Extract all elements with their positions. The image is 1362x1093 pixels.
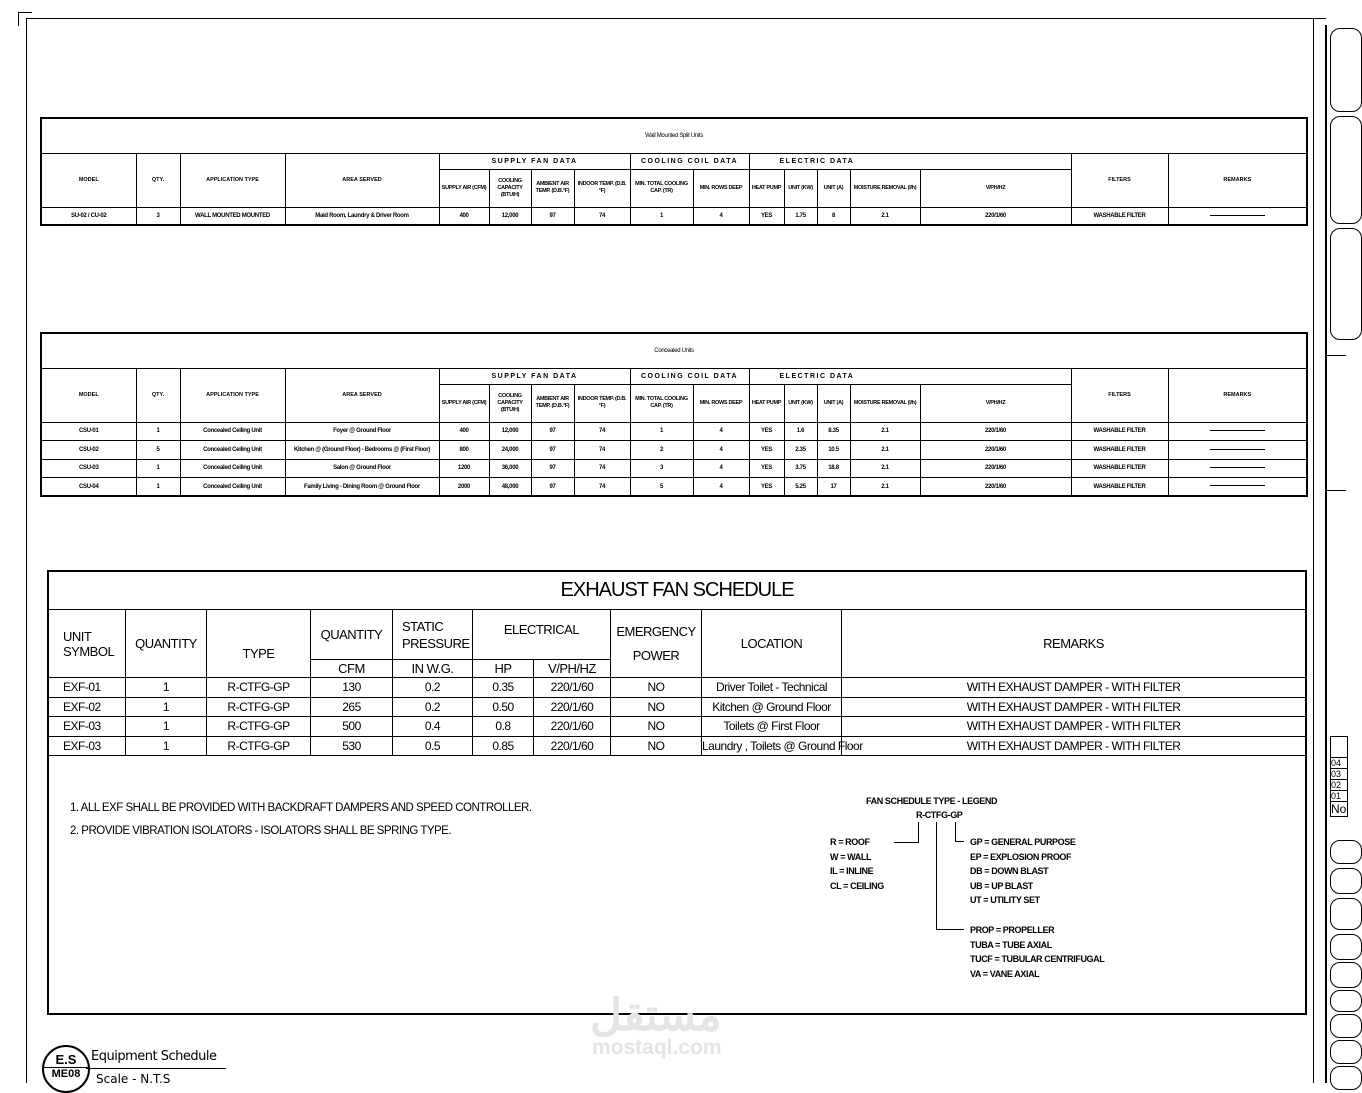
group-supply-fan: SUPPLY FAN DATA bbox=[439, 368, 630, 384]
cell: 0.2 bbox=[393, 697, 473, 717]
remarks-cell bbox=[1168, 478, 1307, 497]
col-heat-pump: HEAT PUMP bbox=[749, 169, 784, 207]
cell: 12,000 bbox=[489, 207, 531, 225]
cell: 1 bbox=[630, 207, 693, 225]
cell: Salon @ Ground Floor bbox=[285, 459, 439, 478]
cell: 8.35 bbox=[817, 422, 850, 441]
col-indoor: INDOOR TEMP. (D.B.°F) bbox=[574, 384, 630, 422]
watermark-logo: مستقل bbox=[590, 991, 722, 1040]
table-row bbox=[41, 207, 1307, 225]
col-filters: FILTERS bbox=[1071, 153, 1168, 207]
cell: 1 bbox=[126, 678, 207, 698]
cell: Driver Toilet - Technical bbox=[702, 678, 842, 698]
cell: 2.1 bbox=[850, 441, 920, 460]
cell: Maid Room, Laundry & Driver Room bbox=[285, 207, 439, 225]
col-indoor: INDOOR TEMP. (D.B.°F) bbox=[574, 169, 630, 207]
col-qty: QTY. bbox=[136, 368, 180, 422]
cell: WASHABLE FILTER bbox=[1071, 207, 1168, 225]
dash-placeholder bbox=[1210, 485, 1265, 486]
cell: 24,000 bbox=[489, 441, 531, 460]
col-area: AREA SERVED bbox=[285, 368, 439, 422]
cell: R-CTFG-GP bbox=[207, 697, 311, 717]
cell: 4 bbox=[693, 422, 749, 441]
group-electric: ELECTRIC DATA bbox=[749, 368, 1071, 384]
cell: WASHABLE FILTER bbox=[1071, 441, 1168, 460]
cell: CSU-03 bbox=[41, 459, 136, 478]
col-remarks: REMARKS bbox=[842, 610, 1306, 678]
cell: 5 bbox=[630, 478, 693, 497]
col-quantity: QUANTITY bbox=[126, 610, 207, 678]
cell: 220/1/60 bbox=[920, 459, 1071, 478]
cell: YES bbox=[749, 422, 784, 441]
cell: SU-02 / CU-02 bbox=[41, 207, 136, 225]
cell: 1200 bbox=[439, 459, 489, 478]
cell: Concealed Ceiling Unit bbox=[180, 441, 285, 460]
cell: NO bbox=[611, 717, 702, 737]
exhaust-title: EXHAUST FAN SCHEDULE bbox=[49, 572, 1306, 610]
cell: NO bbox=[611, 697, 702, 717]
col-app: APPLICATION TYPE bbox=[180, 368, 285, 422]
group-electric: ELECTRIC DATA bbox=[749, 153, 1071, 169]
dash-placeholder bbox=[1210, 449, 1265, 450]
cell: 1 bbox=[126, 717, 207, 737]
cell: 18.8 bbox=[817, 459, 850, 478]
cell: CSU-01 bbox=[41, 422, 136, 441]
cell: 400 bbox=[439, 207, 489, 225]
legend-title: FAN SCHEDULE TYPE - LEGEND bbox=[866, 796, 998, 806]
cell: YES bbox=[749, 207, 784, 225]
col-moisture: MOISTURE REMOVAL (l/h) bbox=[850, 169, 920, 207]
note-2: 2. PROVIDE VIBRATION ISOLATORS - ISOLATORS SHALL BE SPRING TYPE. bbox=[70, 825, 452, 837]
titleblock-consultant-box bbox=[1330, 116, 1362, 224]
col-type: TYPE bbox=[207, 610, 311, 678]
cell: R-CTFG-GP bbox=[207, 717, 311, 737]
cell: 1 bbox=[630, 422, 693, 441]
col-location: LOCATION bbox=[702, 610, 842, 678]
revision-list: 04 03 02 01 No bbox=[1330, 736, 1348, 817]
col-model: MODEL bbox=[41, 153, 136, 207]
col-supply-air: SUPPLY AIR (CFM) bbox=[439, 384, 489, 422]
corner-mark bbox=[18, 12, 32, 13]
cell: WASHABLE FILTER bbox=[1071, 422, 1168, 441]
cell: WITH EXHAUST DAMPER - WITH FILTER bbox=[842, 697, 1306, 717]
cell: CSU-02 bbox=[41, 441, 136, 460]
corner-mark bbox=[18, 12, 19, 26]
cell: 2.1 bbox=[850, 459, 920, 478]
cell: WITH EXHAUST DAMPER - WITH FILTER bbox=[842, 736, 1306, 756]
cell: 74 bbox=[574, 459, 630, 478]
cell: 0.85 bbox=[473, 736, 534, 756]
cell: R-CTFG-GP bbox=[207, 736, 311, 756]
col-electrical: ELECTRICAL bbox=[473, 610, 611, 660]
cell: 220/1/60 bbox=[534, 678, 611, 698]
cell: 12,000 bbox=[489, 422, 531, 441]
cell: 4 bbox=[693, 478, 749, 497]
cell: R-CTFG-GP bbox=[207, 678, 311, 698]
drawing-tag-bubble: E.S ME08 bbox=[42, 1045, 90, 1093]
cell: 5.25 bbox=[784, 478, 817, 497]
cell: Toilets @ First Floor bbox=[702, 717, 842, 737]
drawing-title: Equipment Schedule bbox=[91, 1049, 217, 1064]
col-min-total: MIN. TOTAL COOLING CAP. (TR) bbox=[630, 169, 693, 207]
cell: 1 bbox=[136, 459, 180, 478]
col-moisture: MOISTURE REMOVAL (l/h) bbox=[850, 384, 920, 422]
cell: YES bbox=[749, 459, 784, 478]
cell: 220/1/60 bbox=[920, 441, 1071, 460]
cell: 2000 bbox=[439, 478, 489, 497]
col-cooling-capacity: COOLING CAPACITY (BTU/H) bbox=[489, 384, 531, 422]
note-1: 1. ALL EXF SHALL BE PROVIDED WITH BACKDRAFT DAMPERS AND SPEED CONTROLLER. bbox=[70, 802, 532, 814]
col-cooling-capacity: COOLING CAPACITY (BTU/H) bbox=[489, 169, 531, 207]
cell: 36,000 bbox=[489, 459, 531, 478]
col-model: MODEL bbox=[41, 368, 136, 422]
cell: 4 bbox=[693, 441, 749, 460]
cell: 74 bbox=[574, 207, 630, 225]
cell: 220/1/60 bbox=[534, 736, 611, 756]
col-vphhz: V/PH/HZ bbox=[920, 169, 1071, 207]
frame-right bbox=[1313, 18, 1314, 1083]
col-unit-symbol: UNIT SYMBOL bbox=[49, 610, 126, 678]
cell: 97 bbox=[531, 207, 574, 225]
cell: 3 bbox=[136, 207, 180, 225]
cell: WITH EXHAUST DAMPER - WITH FILTER bbox=[842, 678, 1306, 698]
cell: 10.5 bbox=[817, 441, 850, 460]
cell: 97 bbox=[531, 422, 574, 441]
col-ambient: AMBIENT AIR TEMP. (D.B.°F) bbox=[531, 169, 574, 207]
col-vphhz: V/PH/HZ bbox=[920, 384, 1071, 422]
drawing-scale: Scale - N.T.S bbox=[96, 1072, 171, 1086]
table-title: Wall Mounted Split Units bbox=[41, 118, 1307, 153]
cell: 2.35 bbox=[784, 441, 817, 460]
cell: 265 bbox=[311, 697, 393, 717]
exhaust-fan-table bbox=[48, 571, 1306, 756]
col-remarks: REMARKS bbox=[1168, 153, 1307, 207]
cell: WASHABLE FILTER bbox=[1071, 478, 1168, 497]
cell: 0.5 bbox=[393, 736, 473, 756]
col-cfm: CFM bbox=[311, 660, 393, 678]
legend-fan-list: PROP = PROPELLER TUBA = TUBE AXIAL TUCF = TUBULAR CENTRIFUGAL VA = VANE AXIAL bbox=[970, 925, 1105, 979]
frame-left bbox=[26, 18, 27, 1083]
cell: Family Living - Dining Room @ Ground Floor bbox=[285, 478, 439, 497]
cell: EXF-02 bbox=[49, 697, 126, 717]
legend-purpose-list: GP = GENERAL PURPOSE EP = EXPLOSION PROOF DB = DOWN BLAST UB = UP BLAST UT = UTILITY SET bbox=[970, 837, 1076, 906]
cell: NO bbox=[611, 678, 702, 698]
col-vph-hz: V/PH/HZ bbox=[534, 660, 611, 678]
table-row bbox=[41, 441, 1307, 460]
cell: 400 bbox=[439, 422, 489, 441]
watermark-url: mostaql.com bbox=[592, 1036, 722, 1059]
exhaust-row bbox=[49, 736, 1306, 756]
titleblock-border bbox=[1325, 25, 1327, 1083]
wall-split-units-table bbox=[40, 117, 1308, 226]
cell: 1 bbox=[136, 478, 180, 497]
cell: 97 bbox=[531, 459, 574, 478]
group-supply-fan: SUPPLY FAN DATA bbox=[439, 153, 630, 169]
group-cooling-coil: COOLING COIL DATA bbox=[630, 153, 749, 169]
cell: 2.1 bbox=[850, 478, 920, 497]
cell: 48,000 bbox=[489, 478, 531, 497]
cell: 0.2 bbox=[393, 678, 473, 698]
cell: 2.1 bbox=[850, 207, 920, 225]
cell: 1 bbox=[126, 697, 207, 717]
group-cooling-coil: COOLING COIL DATA bbox=[630, 368, 749, 384]
remarks-cell bbox=[1168, 441, 1307, 460]
cell: EXF-01 bbox=[49, 678, 126, 698]
frame-top bbox=[26, 18, 1326, 19]
dash-placeholder bbox=[1210, 467, 1265, 468]
cell: 1.6 bbox=[784, 422, 817, 441]
cell: 1 bbox=[136, 422, 180, 441]
cell: 220/1/60 bbox=[920, 207, 1071, 225]
col-static-pressure: STATIC PRESSURE bbox=[393, 610, 473, 660]
col-hp: HP bbox=[473, 660, 534, 678]
cell: EXF-03 bbox=[49, 736, 126, 756]
col-area: AREA SERVED bbox=[285, 153, 439, 207]
col-unit-a: UNIT (A) bbox=[817, 169, 850, 207]
legend-mount-list: R = ROOF W = WALL IL = INLINE CL = CEILING bbox=[830, 837, 884, 891]
cell: 0.4 bbox=[393, 717, 473, 737]
cell: 220/1/60 bbox=[534, 717, 611, 737]
cell: 97 bbox=[531, 441, 574, 460]
cell: 130 bbox=[311, 678, 393, 698]
legend-code: R-CTFG-GP bbox=[916, 810, 963, 820]
col-supply-air: SUPPLY AIR (CFM) bbox=[439, 169, 489, 207]
cell: WITH EXHAUST DAMPER - WITH FILTER bbox=[842, 717, 1306, 737]
cell: YES bbox=[749, 478, 784, 497]
dash-placeholder bbox=[1210, 430, 1265, 431]
cell: 220/1/60 bbox=[534, 697, 611, 717]
col-quantity-cfm: QUANTITY bbox=[311, 610, 393, 660]
cell: 2 bbox=[630, 441, 693, 460]
col-min-total: MIN. TOTAL COOLING CAP. (TR) bbox=[630, 384, 693, 422]
col-emergency-power: EMERGENCY POWER bbox=[611, 610, 702, 678]
dash-placeholder bbox=[1210, 215, 1265, 216]
col-min-rows: MIN. ROWS DEEP bbox=[693, 384, 749, 422]
titleblock-location-box bbox=[1330, 228, 1362, 340]
col-unit-kw: UNIT (KW) bbox=[784, 169, 817, 207]
cell: 800 bbox=[439, 441, 489, 460]
exhaust-row bbox=[49, 717, 1306, 737]
cell: Kitchen @ (Ground Floor) - Bedrooms @ (First Floor) bbox=[285, 441, 439, 460]
cell: Foyer @ Ground Floor bbox=[285, 422, 439, 441]
col-in-wg: IN W.G. bbox=[393, 660, 473, 678]
cell: 4 bbox=[693, 459, 749, 478]
cell: Kitchen @ Ground Floor bbox=[702, 697, 842, 717]
cell: 220/1/60 bbox=[920, 422, 1071, 441]
exhaust-row bbox=[49, 697, 1306, 717]
col-min-rows: MIN. ROWS DEEP bbox=[693, 169, 749, 207]
cell: 74 bbox=[574, 422, 630, 441]
col-filters: FILTERS bbox=[1071, 368, 1168, 422]
cell: 3 bbox=[630, 459, 693, 478]
cell: 4 bbox=[693, 207, 749, 225]
cell: 220/1/60 bbox=[920, 478, 1071, 497]
col-qty: QTY. bbox=[136, 153, 180, 207]
cell: Concealed Ceiling Unit bbox=[180, 478, 285, 497]
cell: 500 bbox=[311, 717, 393, 737]
cell: CSU-04 bbox=[41, 478, 136, 497]
cell: 1.75 bbox=[784, 207, 817, 225]
cell: 0.35 bbox=[473, 678, 534, 698]
cell: 74 bbox=[574, 441, 630, 460]
cell: WALL MOUNTED MOUNTED bbox=[180, 207, 285, 225]
cell: WASHABLE FILTER bbox=[1071, 459, 1168, 478]
cell: 3.75 bbox=[784, 459, 817, 478]
table-title: Concealed Units bbox=[41, 333, 1307, 368]
table-row bbox=[41, 459, 1307, 478]
col-unit-kw: UNIT (KW) bbox=[784, 384, 817, 422]
cell: 5 bbox=[136, 441, 180, 460]
table-row bbox=[41, 422, 1307, 441]
cell: 2.1 bbox=[850, 422, 920, 441]
col-unit-a: UNIT (A) bbox=[817, 384, 850, 422]
cell: 17 bbox=[817, 478, 850, 497]
concealed-units-table bbox=[40, 332, 1308, 497]
cell: 74 bbox=[574, 478, 630, 497]
cell: 1 bbox=[126, 736, 207, 756]
cell: Laundry , Toilets @ Ground Floor bbox=[702, 736, 842, 756]
cell: 0.50 bbox=[473, 697, 534, 717]
col-remarks: REMARKS bbox=[1168, 368, 1307, 422]
col-ambient: AMBIENT AIR TEMP. (D.B.°F) bbox=[531, 384, 574, 422]
remarks-cell bbox=[1168, 459, 1307, 478]
cell: 530 bbox=[311, 736, 393, 756]
cell: Concealed Ceiling Unit bbox=[180, 422, 285, 441]
col-app: APPLICATION TYPE bbox=[180, 153, 285, 207]
table-row bbox=[41, 478, 1307, 497]
cell: 0.8 bbox=[473, 717, 534, 737]
col-heat-pump: HEAT PUMP bbox=[749, 384, 784, 422]
cell: NO bbox=[611, 736, 702, 756]
exhaust-row bbox=[49, 678, 1306, 698]
cell: EXF-03 bbox=[49, 717, 126, 737]
cell: 8 bbox=[817, 207, 850, 225]
cell: 97 bbox=[531, 478, 574, 497]
titleblock-client-box bbox=[1330, 28, 1362, 112]
remarks-cell bbox=[1168, 207, 1307, 225]
remarks-cell bbox=[1168, 422, 1307, 441]
cell: Concealed Ceiling Unit bbox=[180, 459, 285, 478]
cell: YES bbox=[749, 441, 784, 460]
